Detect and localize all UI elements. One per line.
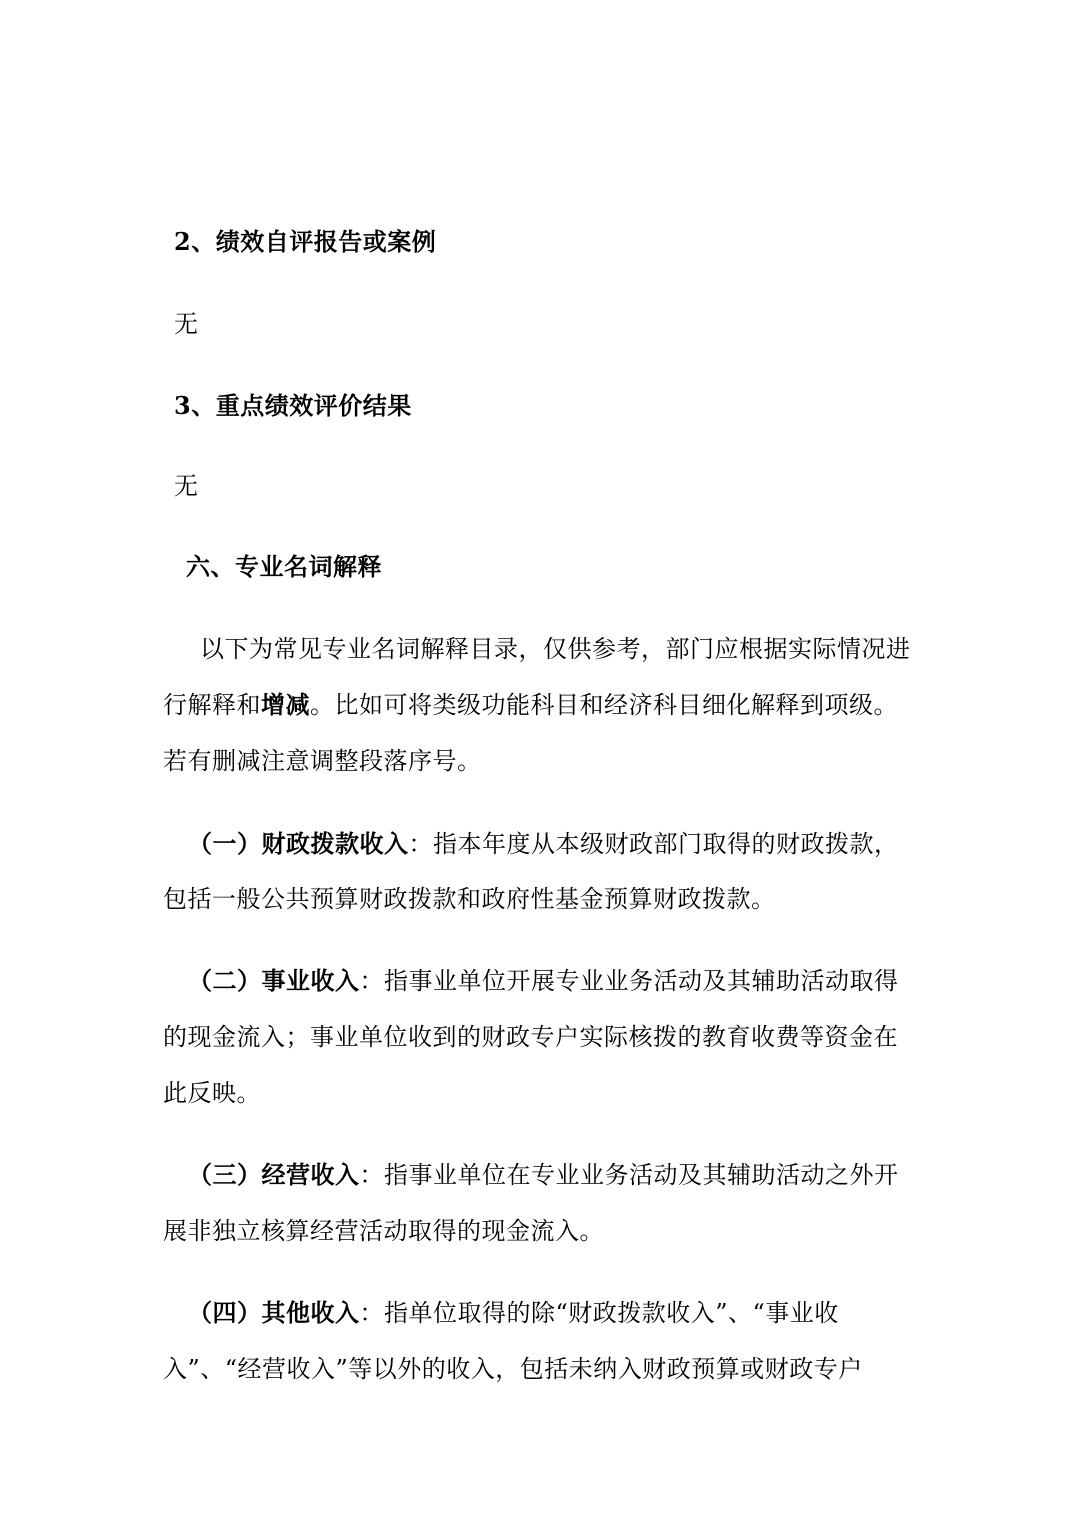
term-line: 包括一般公共预算财政拨款和政府性基金预算财政拨款。 — [163, 885, 776, 913]
section-3-heading: 3、重点绩效评价结果 — [174, 391, 412, 420]
term-text: 指单位取得的除“财政拨款收入”、“事业收 — [384, 1299, 839, 1327]
term-text: 指事业单位在专业业务活动及其辅助活动之外开 — [384, 1161, 899, 1189]
term-name: （二）事业收入 — [188, 966, 360, 995]
intro-line — [163, 688, 898, 722]
intro-text: 。比如可将类级功能科目和经济科目细化解释到项级。 — [310, 691, 898, 719]
section-3-body: 无 — [174, 472, 199, 500]
term-sep: ： — [408, 830, 433, 858]
term-sep: ： — [359, 1161, 384, 1189]
term-name: （四）其他收入 — [188, 1298, 360, 1327]
intro-line: 若有删减注意调整段落序号。 — [163, 747, 482, 775]
term-line — [188, 1296, 839, 1330]
term-text: 指事业单位开展专业业务活动及其辅助活动取得 — [384, 967, 899, 995]
term-sep: ： — [359, 967, 384, 995]
term-line — [188, 964, 899, 998]
section-2-body: 无 — [174, 310, 199, 338]
intro-text: 行解释和 — [163, 691, 261, 719]
term-line: 的现金流入；事业单位收到的财政专户实际核拨的教育收费等资金在 — [163, 1023, 898, 1051]
term-name: （三）经营收入 — [188, 1160, 360, 1189]
section-2-heading: 2、绩效自评报告或案例 — [174, 227, 437, 256]
term-line: 展非独立核算经营活动取得的现金流入。 — [163, 1217, 604, 1245]
term-sep: ： — [359, 1299, 384, 1327]
term-line: 入”、“经营收入”等以外的收入，包括未纳入财政预算或财政专户 — [163, 1355, 863, 1383]
intro-line: 以下为常见专业名词解释目录，仅供参考，部门应根据实际情况进 — [200, 635, 911, 663]
intro-bold-text: 增减 — [261, 690, 310, 719]
term-text: 指本年度从本级财政部门取得的财政拨款， — [433, 830, 899, 858]
term-line — [188, 1158, 899, 1192]
term-line: 此反映。 — [163, 1079, 261, 1107]
term-line — [188, 827, 899, 861]
term-name: （一）财政拨款收入 — [188, 829, 409, 858]
section-6-heading: 六、专业名词解释 — [186, 552, 382, 581]
